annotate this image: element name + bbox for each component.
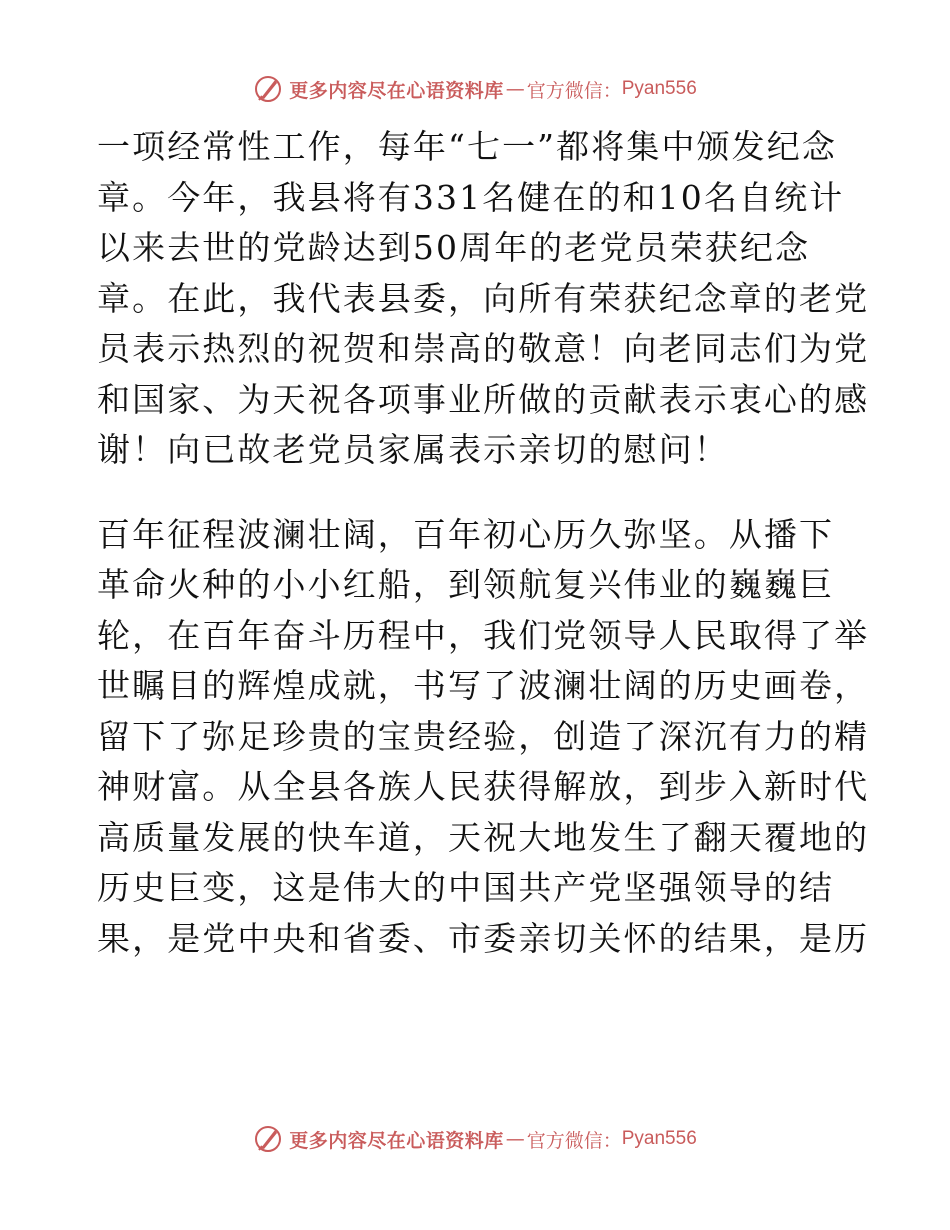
text-line: 神财富。从全县各族人民获得解放，到步入新时代 xyxy=(97,767,870,806)
watermark-dash: — xyxy=(505,1128,525,1150)
text-line: 章。在此，我代表县委，向所有荣获纪念章的老党 xyxy=(97,278,870,318)
text-line: 果，是党中央和省委、市委亲切关怀的结果，是历 xyxy=(97,918,870,958)
watermark-wechat-label: 官方微信： xyxy=(526,79,622,102)
text-line: 高质量发展的快车道，天祝大地发生了翻天覆地的 xyxy=(97,817,870,857)
watermark-dash: — xyxy=(505,78,525,100)
text-line: 轮，在百年奋斗历程中，我们党领导人民取得了举 xyxy=(97,615,870,655)
watermark-wechat-label: 官方微信： xyxy=(526,1129,622,1152)
paragraph-gap xyxy=(97,476,857,510)
text-line: 一项经常性工作，每年“七一”都将集中颁发纪念 xyxy=(97,127,837,166)
quill-logo-icon xyxy=(253,74,283,104)
text-line: 以来去世的党龄达到50周年的老党员荣获纪念 xyxy=(97,228,811,267)
text-line: 历史巨变，这是伟大的中国共产党坚强领导的结 xyxy=(97,868,835,907)
text-line: 革命火种的小小红船，到领航复兴伟业的巍巍巨 xyxy=(97,565,835,604)
text-line: 章。今年，我县将有331名健在的和10名自统计 xyxy=(97,177,845,217)
watermark-wechat-id: Pyan556 xyxy=(621,78,697,99)
text-line: 留下了弥足珍贵的宝贵经验，创造了深沉有力的精 xyxy=(97,716,870,756)
text-line: 员表示热烈的祝贺和崇高的敬意！向老同志们为党 xyxy=(97,329,870,368)
paragraph-2 xyxy=(97,510,870,965)
header-watermark xyxy=(0,74,950,104)
text-line: 和国家、为天祝各项事业所做的贡献表示衷心的感 xyxy=(97,379,870,419)
document-body xyxy=(97,122,870,964)
watermark-text: 更多内容尽在心语资料库 xyxy=(289,1129,504,1152)
text-line: 谢！向已故老党员家属表示亲切的慰问！ xyxy=(97,430,729,469)
text-line: 百年征程波澜壮阔，百年初心历久弥坚。从播下 xyxy=(97,514,835,554)
quill-logo-icon xyxy=(253,1124,283,1154)
watermark-wechat-id: Pyan556 xyxy=(621,1128,697,1149)
footer-watermark xyxy=(0,1124,950,1154)
text-line: 世瞩目的辉煌成就，书写了波澜壮阔的历史画卷， xyxy=(97,666,870,705)
paragraph-1 xyxy=(97,122,870,476)
watermark-text: 更多内容尽在心语资料库 xyxy=(289,79,504,102)
